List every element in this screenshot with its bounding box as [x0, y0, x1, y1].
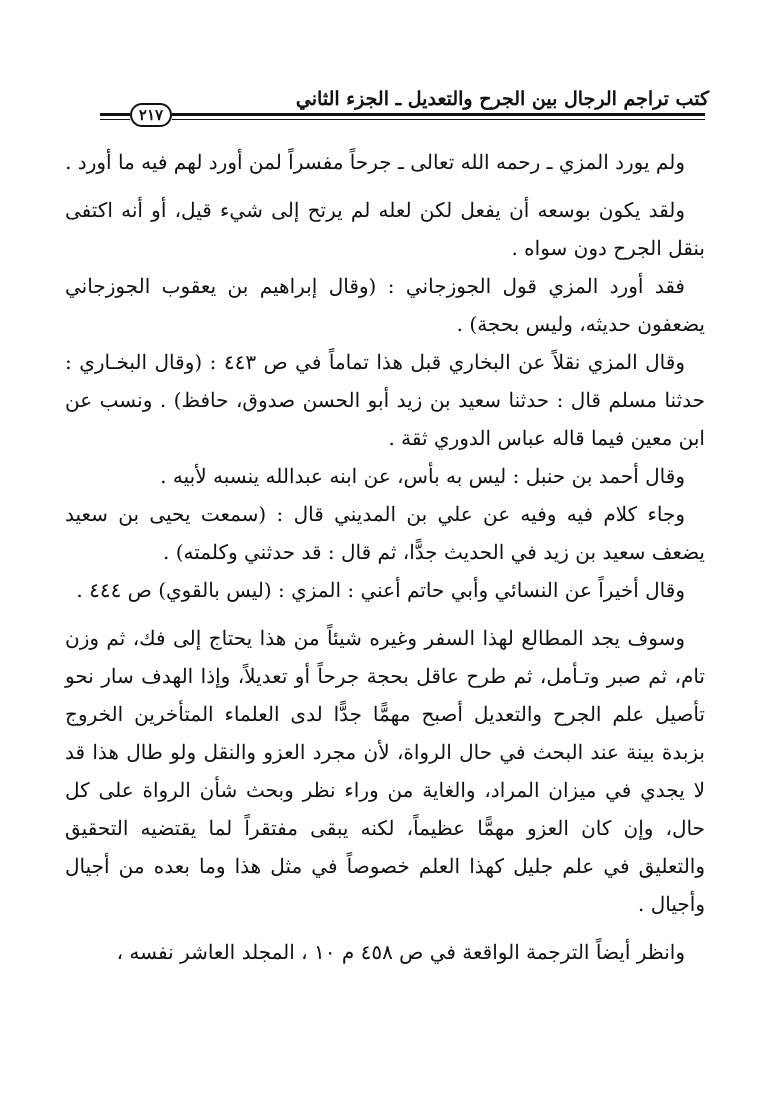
running-title: كتب تراجم الرجال بين الجرح والتعديل ـ الجزء الثاني: [295, 88, 709, 110]
paragraph: ولقد يكون بوسعه أن يفعل لكن لعله لم يرتح إلى شيء قيل، أو أنه اكتفى بنقل الجرح دون سواه .: [65, 198, 705, 260]
page-number: ٢١٧: [130, 103, 172, 127]
paragraph: فقد أورد المزي قول الجوزجاني : (وقال إبراهيم بن يعقوب الجوزجاني يضعفون حديثه، وليس بحجة) .: [65, 274, 705, 336]
header-rule: [172, 113, 705, 116]
paragraph: ولم يورد المزي ـ رحمه الله تعالى ـ جرحاً مفسراً لمن أورد لهم فيه ما أورد .: [65, 150, 685, 174]
header-rule-left-thin: [100, 119, 130, 120]
paragraph: وقال أخيراً عن النسائي وأبي حاتم أعني : المزي : (ليس بالقوي) ص ٤٤٤ .: [76, 578, 685, 602]
paragraph: وسوف يجد المطالع لهذا السفر وغيره شيئاً من هذا يحتاج إلى فك، ثم وزن تام، ثم صبر وتـأمل، ثم طرح عاقل بحجة جرحاً أو تعديلاً، وإذا الهدف سار نحو تأصيل علم الجرح والتعديل أصبح مهمًّا جدًّا لدى العلماء المتأخرين الخروج بزبدة بينة عند البحث في حال الرواة، لأن مجرد العزو والنقل ولو طال هذا قد لا يجدي في ميزان المراد، والغاية من وراء نظر وبحث شأن الرواة على كل حال، وإن كان العزو مهمًّا عظيماً، لكنه يبقى مفتقراً لما يقتضيه التحقيق والتعليق في علم جليل كهذا العلم خصوصاً في مثل هذا وما بعده من أجيال وأجيال .: [65, 626, 705, 916]
paragraph: وجاء كلام فيه وفيه عن علي بن المديني قال : (سمعت يحيى بن سعيد يضعف سعيد بن زيد في الحديث جدًّا، ثم قال : قد حدثني وكلمته) .: [65, 502, 705, 564]
paragraph: وقال أحمد بن حنبل : ليس به بأس، عن ابنه عبدالله ينسبه لأبيه .: [160, 464, 685, 488]
paragraph: وقال المزي نقلاً عن البخاري قبل هذا تماماً في ص ٤٤٣ : (وقال البخـاري : حدثنا مسلم قال : حدثنا سعيد بن زيد أبو الحسن صدوق، حافظ) . ونسب عن ابن معين فيما قاله عباس الدوري ثقة .: [65, 350, 705, 450]
body-text: [65, 143, 705, 971]
header-rule-thin: [172, 119, 705, 120]
paragraph: وانظر أيضاً الترجمة الواقعة في ص ٤٥٨ م ١٠ ، المجلد العاشر نفسه ،: [116, 940, 685, 964]
header-rule-left: [100, 113, 130, 116]
